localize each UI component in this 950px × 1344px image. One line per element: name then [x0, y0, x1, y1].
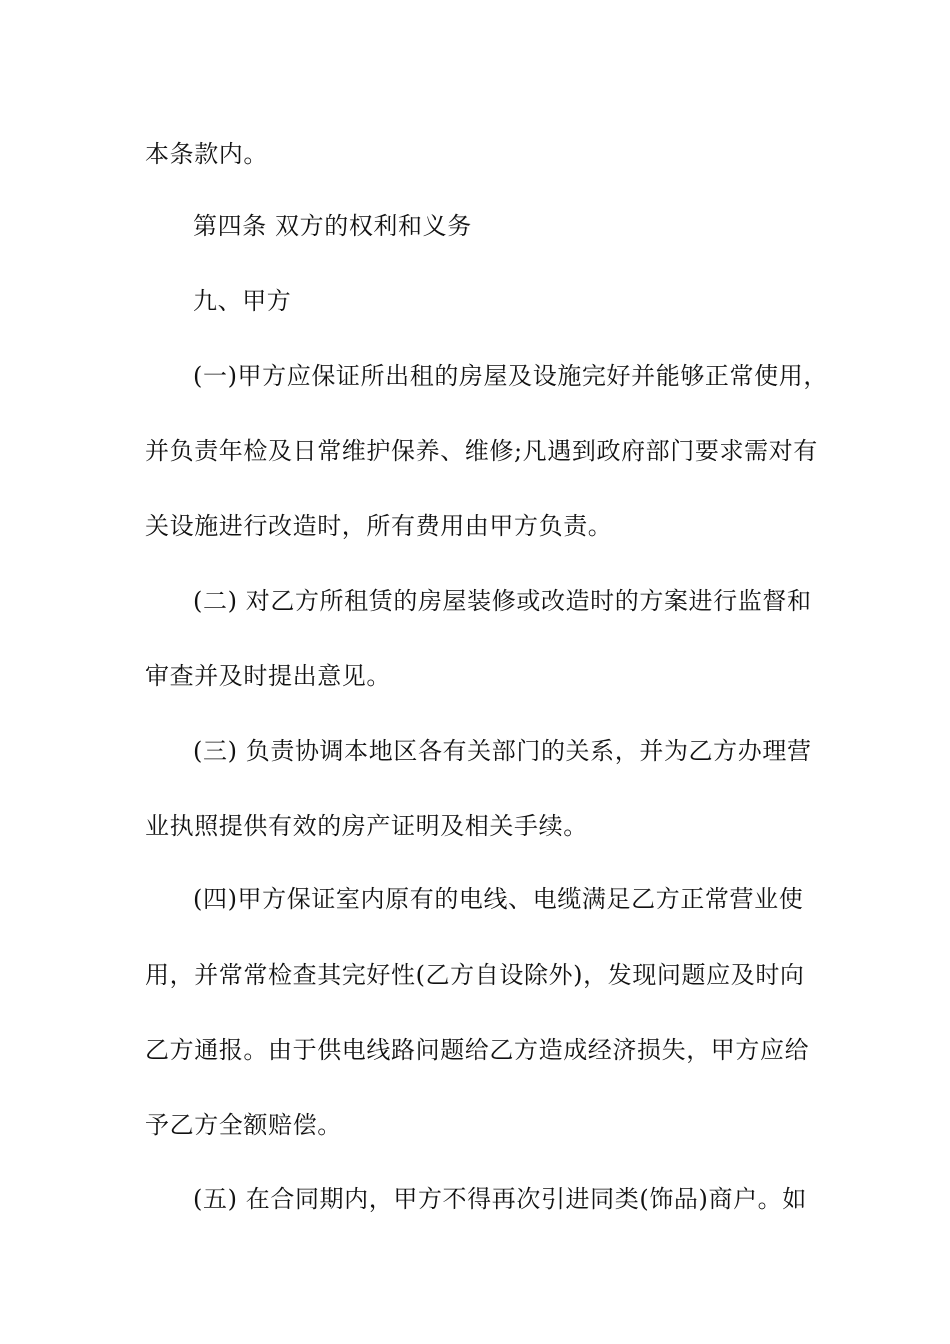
text-line: (二) 对乙方所租赁的房屋装修或改造时的方案进行监督和 — [193, 587, 812, 615]
text-line: (五) 在合同期内，甲方不得再次引进同类(饰品)商户。如 — [193, 1185, 807, 1213]
section-heading: 第四条 双方的权利和义务 — [193, 212, 472, 240]
text-line: 关设施进行改造时，所有费用由甲方负责。 — [145, 512, 613, 540]
text-line: (四)甲方保证室内原有的电线、电缆满足乙方正常营业使 — [193, 885, 804, 913]
text-line: 并负责年检及日常维护保养、维修;凡遇到政府部门要求需对有 — [145, 437, 818, 465]
subsection-heading: 九、甲方 — [193, 287, 292, 315]
text-line: 乙方通报。由于供电线路问题给乙方造成经济损失，甲方应给 — [145, 1036, 810, 1064]
text-line: 业执照提供有效的房产证明及相关手续。 — [145, 812, 588, 840]
text-line: 用，并常常检查其完好性(乙方自设除外)，发现问题应及时向 — [145, 961, 805, 989]
text-line: 予乙方全额赔偿。 — [145, 1111, 342, 1139]
text-line: (一)甲方应保证所出租的房屋及设施完好并能够正常使用， — [193, 362, 828, 390]
text-line: 审查并及时提出意见。 — [145, 662, 391, 690]
text-line: 本条款内。 — [145, 140, 268, 168]
text-line: (三) 负责协调本地区各有关部门的关系，并为乙方办理营 — [193, 737, 812, 765]
